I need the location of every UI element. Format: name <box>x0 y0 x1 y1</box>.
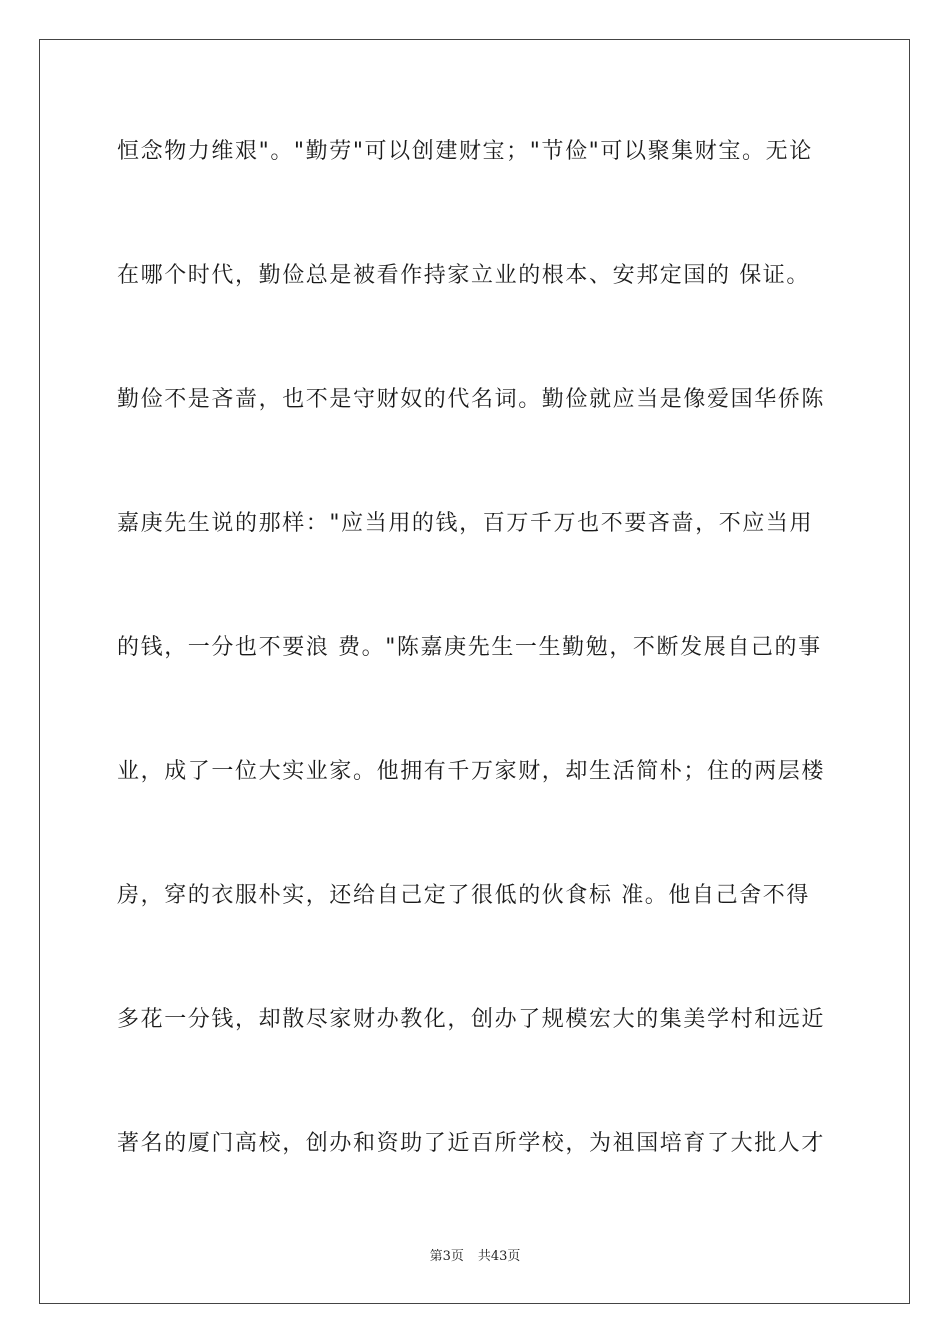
text-line-1: 恒念物力维艰"。"勤劳"可以创建财宝；"节俭"可以聚集财宝。无论 <box>117 139 813 164</box>
text-line-7: 房，穿的衣服朴实，还给自己定了很低的伙食标 准。他自己舍不得 <box>117 883 810 908</box>
text-line-3: 勤俭不是吝啬，也不是守财奴的代名词。勤俭就应当是像爱国华侨陈 <box>117 387 826 412</box>
text-line-5: 的钱，一分也不要浪 费。"陈嘉庚先生一生勤勉，不断发展自己的事 <box>117 635 822 660</box>
text-line-6: 业，成了一位大实业家。他拥有千万家财，却生活简朴；住的两层楼 <box>117 759 826 784</box>
page-footer <box>0 1248 950 1266</box>
total-pages: 共43页 <box>477 1249 521 1264</box>
text-line-8: 多花一分钱，却散尽家财办教化，创办了规模宏大的集美学村和远近 <box>117 1007 826 1032</box>
text-line-2: 在哪个时代，勤俭总是被看作持家立业的根本、安邦定国的 保证。 <box>117 263 810 288</box>
page-border <box>39 39 910 1304</box>
page-number: 第3页 <box>429 1249 464 1264</box>
text-line-4: 嘉庚先生说的那样："应当用的钱，百万千万也不要吝啬，不应当用 <box>117 511 814 536</box>
text-line-9: 著名的厦门高校，创办和资助了近百所学校，为祖国培育了大批人才 <box>117 1131 826 1156</box>
